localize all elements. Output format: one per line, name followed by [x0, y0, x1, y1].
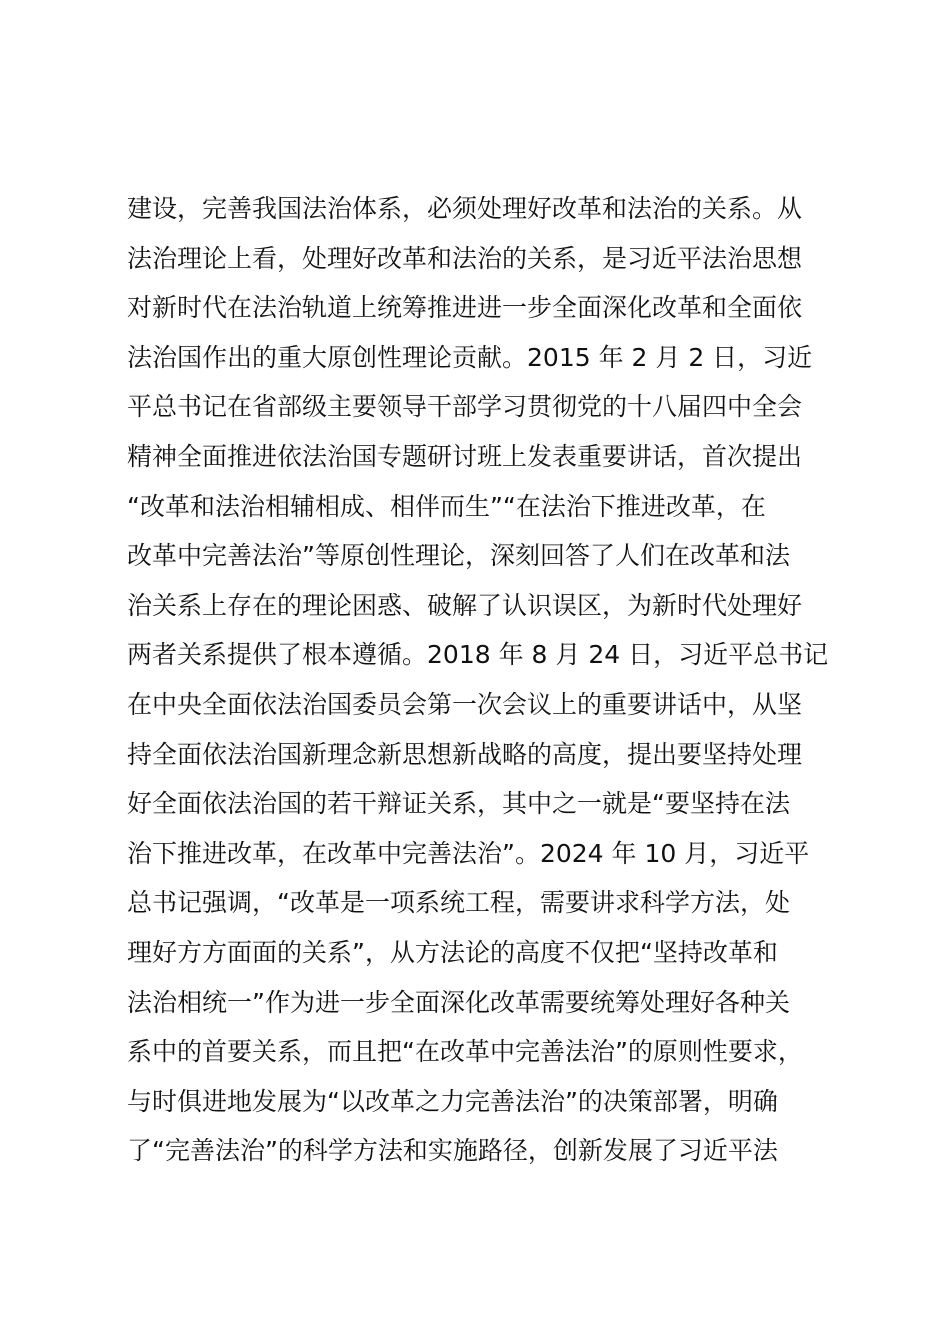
text-line: 理好方方面面的关系”，从方法论的高度不仅把“坚持改革和 [127, 937, 778, 967]
text-line: “改革和法治相辅相成、相伴而生”“在法治下推进改革，在 [127, 491, 766, 521]
text-line: 与时俱进地发展为“以改革之力完善法治”的决策部署，明确 [127, 1086, 778, 1116]
text-line: 两者关系提供了根本遵循。2018 年 8 月 24 日，习近平总书记 [127, 640, 829, 670]
text-line: 精神全面推进依法治国专题研讨班上发表重要讲话，首次提出 [127, 441, 803, 471]
text-line: 了“完善法治”的科学方法和实施路径，创新发展了习近平法 [127, 1136, 778, 1166]
text-line: 法治国作出的重大原创性理论贡献。2015 年 2 月 2 日，习近 [127, 342, 813, 372]
text-line: 好全面依法治国的若干辩证关系，其中之一就是“要坚持在法 [127, 789, 790, 819]
text-line: 持全面依法治国新理念新思想新战略的高度，提出要坚持处理 [127, 739, 803, 769]
text-line: 建设，完善我国法治体系，必须处理好改革和法治的关系。从 [127, 194, 803, 223]
text-line: 改革中完善法治”等原创性理论，深刻回答了人们在改革和法 [127, 541, 790, 571]
text-line: 治下推进改革，在改革中完善法治”。2024 年 10 月，习近平 [127, 838, 810, 868]
text-line: 法治理论上看，处理好改革和法治的关系，是习近平法治思想 [127, 243, 803, 273]
text-line: 在中央全面依法治国委员会第一次会议上的重要讲话中，从坚 [127, 689, 803, 719]
text-line: 法治相统一”作为进一步全面深化改革需要统筹处理好各种关 [127, 987, 790, 1017]
text-line: 系中的首要关系，而且把“在改革中完善法治”的原则性要求， [127, 1037, 803, 1067]
text-line: 对新时代在法治轨道上统筹推进进一步全面深化改革和全面依 [127, 293, 803, 323]
body-paragraph [127, 184, 847, 1176]
text-line: 治关系上存在的理论困惑、破解了认识误区，为新时代处理好 [127, 590, 803, 620]
text-line: 平总书记在省部级主要领导干部学习贯彻党的十八届四中全会 [127, 392, 803, 422]
text-line: 总书记强调，“改革是一项系统工程，需要讲求科学方法，处 [127, 888, 790, 918]
